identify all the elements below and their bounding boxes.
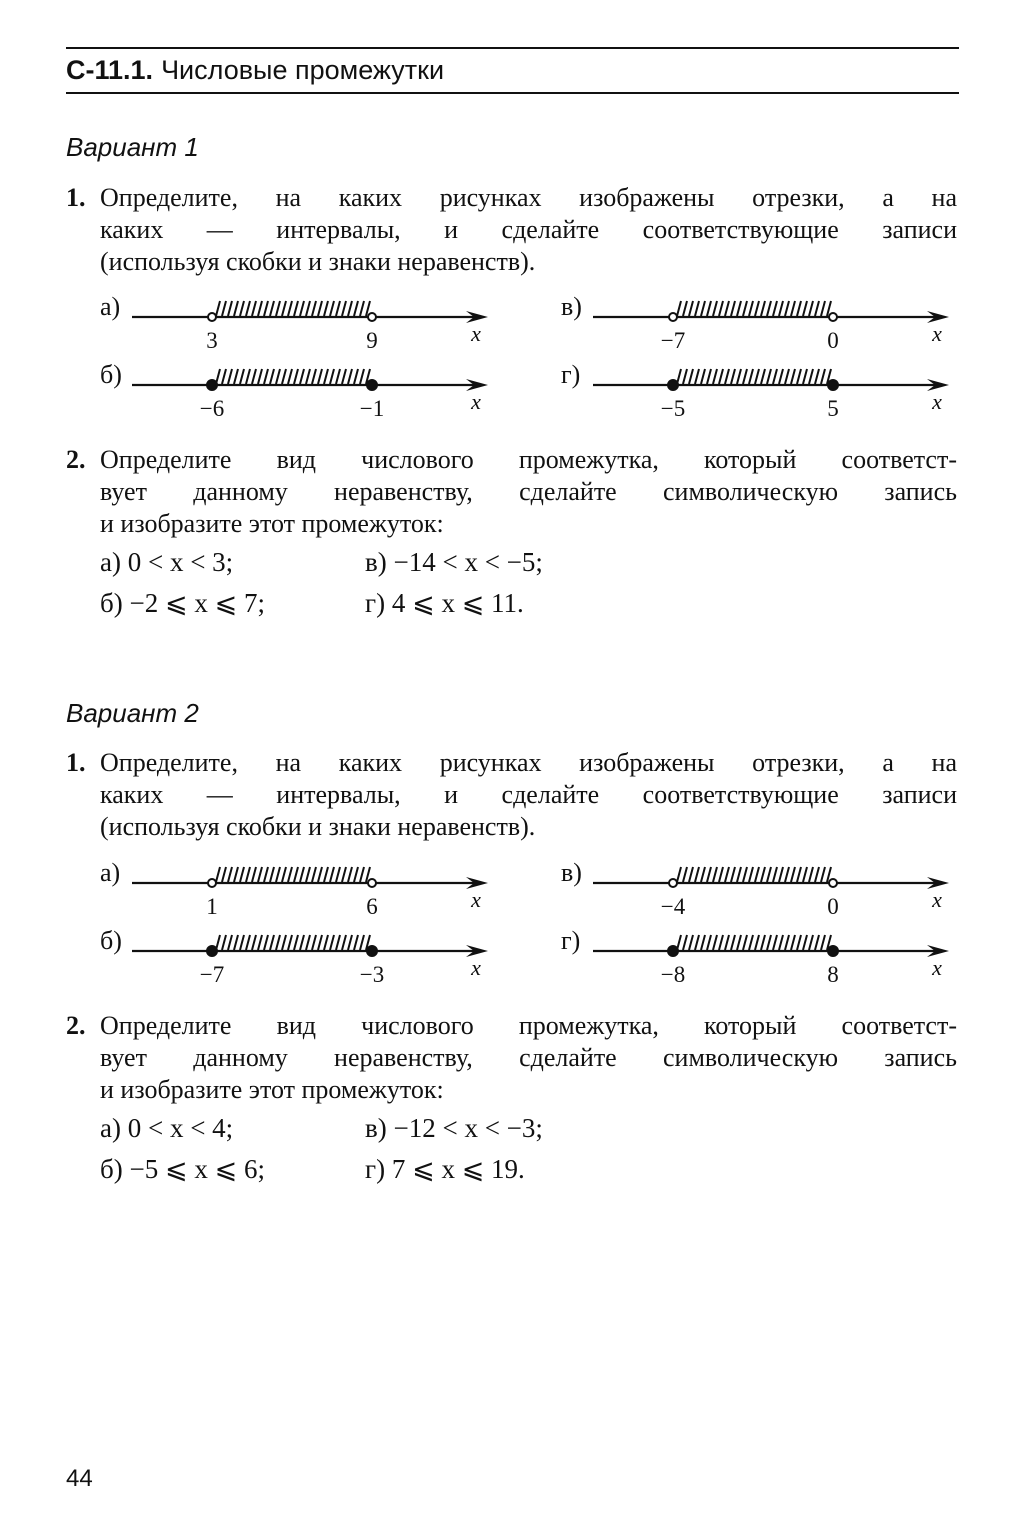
page-header [66, 50, 444, 90]
hatch-stroke [264, 867, 268, 882]
hatch-stroke [767, 867, 771, 882]
axis-variable: x [932, 389, 942, 414]
hatch-stroke [755, 301, 759, 316]
hatch-stroke [282, 301, 286, 316]
closed-endpoint [668, 946, 678, 956]
hatch-stroke [779, 935, 783, 950]
open-endpoint [368, 313, 376, 321]
hatch-stroke [246, 369, 250, 384]
hatch-stroke [276, 301, 280, 316]
hatch-stroke [761, 935, 765, 950]
hatch-stroke [270, 867, 274, 882]
hatch-stroke [318, 867, 322, 882]
hatch-stroke [725, 301, 729, 316]
hatch-stroke [240, 369, 244, 384]
task-text-line: (используя скобки и знаки неравенств). [100, 812, 536, 841]
hatch-stroke [707, 867, 711, 882]
hatch-stroke [276, 369, 280, 384]
header-rule-bottom [66, 92, 959, 94]
hatch-stroke [707, 935, 711, 950]
hatch-stroke [264, 935, 268, 950]
interval-hatching [677, 301, 831, 316]
hatch-stroke [324, 301, 328, 316]
hatch-stroke [324, 369, 328, 384]
hatch-stroke [288, 369, 292, 384]
hatch-stroke [743, 935, 747, 950]
hatch-stroke [785, 301, 789, 316]
hatch-stroke [803, 369, 807, 384]
hatch-stroke [731, 867, 735, 882]
hatch-stroke [294, 867, 298, 882]
hatch-stroke [306, 935, 310, 950]
variant-1-task-2 [66, 444, 959, 540]
hatch-stroke [791, 867, 795, 882]
hatch-stroke [288, 867, 292, 882]
endpoint-value: 5 [827, 396, 839, 421]
hatch-stroke [342, 935, 346, 950]
hatch-stroke [228, 867, 232, 882]
inequality-item: г) 7 ⩽ x ⩽ 19. [365, 1154, 525, 1184]
hatch-stroke [240, 867, 244, 882]
hatch-stroke [797, 301, 801, 316]
inequality-item: в) −14 < x < −5; [365, 547, 543, 577]
hatch-stroke [282, 935, 286, 950]
number-line-svg [593, 924, 953, 1004]
hatch-stroke [761, 867, 765, 882]
axis-variable: x [932, 955, 942, 980]
hatch-stroke [264, 301, 268, 316]
endpoint-value: −7 [199, 962, 225, 987]
interval-hatching [677, 935, 831, 950]
hatch-stroke [294, 301, 298, 316]
endpoint-value: 1 [206, 894, 218, 919]
variant-2-task-1 [66, 747, 959, 843]
page-number: 44 [66, 1465, 93, 1492]
axis-variable: x [471, 321, 481, 346]
open-endpoint [829, 313, 837, 321]
hatch-stroke [767, 935, 771, 950]
hatch-stroke [713, 369, 717, 384]
hatch-stroke [318, 935, 322, 950]
hatch-stroke [252, 369, 256, 384]
hatch-stroke [695, 369, 699, 384]
hatch-stroke [719, 369, 723, 384]
task-number: 1. [66, 183, 86, 212]
hatch-stroke [821, 935, 825, 950]
inequality-item: в) −12 < x < −3; [365, 1113, 543, 1143]
hatch-stroke [324, 867, 328, 882]
variant-2-task-2-items [100, 1113, 700, 1193]
interval-hatching [216, 935, 370, 950]
section-title: Числовые промежутки [161, 55, 445, 85]
number-line-label: г) [561, 926, 581, 955]
hatch-stroke [779, 369, 783, 384]
hatch-stroke [354, 369, 358, 384]
inequality-item: б) −5 ⩽ x ⩽ 6; [100, 1154, 265, 1184]
hatch-stroke [246, 935, 250, 950]
endpoint-value: 9 [366, 328, 378, 353]
hatch-stroke [330, 935, 334, 950]
open-endpoint [829, 879, 837, 887]
hatch-stroke [330, 867, 334, 882]
interval-hatching [677, 369, 831, 384]
interval-hatching [216, 867, 370, 882]
hatch-stroke [294, 369, 298, 384]
hatch-stroke [264, 369, 268, 384]
hatch-stroke [749, 935, 753, 950]
task-text-line: вует данному неравенству, сделайте символическую запись [100, 1043, 957, 1072]
closed-endpoint [828, 946, 838, 956]
hatch-stroke [689, 369, 693, 384]
hatch-stroke [342, 369, 346, 384]
hatch-stroke [731, 935, 735, 950]
hatch-stroke [755, 935, 759, 950]
hatch-stroke [707, 369, 711, 384]
endpoint-value: −7 [660, 328, 686, 353]
hatch-stroke [300, 935, 304, 950]
number-line-label: б) [100, 926, 122, 955]
hatch-stroke [749, 301, 753, 316]
hatch-stroke [737, 867, 741, 882]
hatch-stroke [276, 867, 280, 882]
hatch-stroke [312, 301, 316, 316]
variant-2-title: Вариант 2 [66, 698, 199, 728]
hatch-stroke [354, 935, 358, 950]
hatch-stroke [803, 301, 807, 316]
endpoint-value: −4 [660, 894, 686, 919]
hatch-stroke [797, 369, 801, 384]
endpoint-value: −1 [359, 396, 385, 421]
task-text-line: вует данному неравенству, сделайте символическую запись [100, 477, 957, 506]
variant-2-task-2 [66, 1010, 959, 1106]
axis-variable: x [932, 321, 942, 346]
hatch-stroke [791, 301, 795, 316]
hatch-stroke [228, 935, 232, 950]
hatch-stroke [240, 301, 244, 316]
hatch-stroke [683, 867, 687, 882]
endpoint-value: −3 [359, 962, 385, 987]
hatch-stroke [306, 301, 310, 316]
open-endpoint [669, 879, 677, 887]
hatch-stroke [354, 867, 358, 882]
number-line-label: а) [100, 292, 121, 321]
endpoint-value: 6 [366, 894, 378, 919]
hatch-stroke [725, 935, 729, 950]
hatch-stroke [336, 301, 340, 316]
hatch-stroke [797, 935, 801, 950]
hatch-stroke [270, 935, 274, 950]
hatch-stroke [695, 301, 699, 316]
number-line-label: б) [100, 360, 122, 389]
hatch-stroke [336, 867, 340, 882]
hatch-stroke [234, 867, 238, 882]
open-endpoint [208, 313, 216, 321]
hatch-stroke [701, 301, 705, 316]
hatch-stroke [294, 935, 298, 950]
inequality-item: б) −2 ⩽ x ⩽ 7; [100, 588, 265, 618]
hatch-stroke [707, 301, 711, 316]
hatch-stroke [713, 935, 717, 950]
hatch-stroke [312, 867, 316, 882]
hatch-stroke [300, 369, 304, 384]
inequality-item: а) 0 < x < 4; [100, 1113, 234, 1143]
hatch-stroke [809, 935, 813, 950]
hatch-stroke [258, 935, 262, 950]
hatch-stroke [773, 369, 777, 384]
hatch-stroke [779, 301, 783, 316]
hatch-stroke [695, 935, 699, 950]
task-text-line: Определите вид числового промежутка, который соответст- [100, 1011, 957, 1040]
hatch-stroke [755, 369, 759, 384]
hatch-stroke [731, 301, 735, 316]
task-text-line: каких — интервалы, и сделайте соответствующие записи [100, 215, 957, 244]
endpoint-value: 3 [206, 328, 218, 353]
interval-hatching [216, 301, 370, 316]
hatch-stroke [815, 867, 819, 882]
hatch-stroke [749, 867, 753, 882]
hatch-stroke [695, 867, 699, 882]
variant-1-task-2-items [100, 547, 700, 627]
hatch-stroke [282, 369, 286, 384]
section-code: С-11.1. [66, 55, 154, 85]
interval-hatching [216, 369, 370, 384]
hatch-stroke [719, 301, 723, 316]
hatch-stroke [258, 301, 262, 316]
number-line-svg [132, 924, 492, 1004]
hatch-stroke [222, 301, 226, 316]
hatch-stroke [216, 301, 220, 316]
hatch-stroke [246, 301, 250, 316]
hatch-stroke [737, 369, 741, 384]
hatch-stroke [342, 867, 346, 882]
hatch-stroke [701, 935, 705, 950]
hatch-stroke [743, 369, 747, 384]
header-rule-top [66, 47, 959, 49]
hatch-stroke [791, 369, 795, 384]
hatch-stroke [713, 301, 717, 316]
hatch-stroke [276, 935, 280, 950]
hatch-stroke [737, 301, 741, 316]
hatch-stroke [803, 935, 807, 950]
hatch-stroke [252, 867, 256, 882]
hatch-stroke [360, 867, 364, 882]
hatch-stroke [743, 867, 747, 882]
hatch-stroke [809, 369, 813, 384]
hatch-stroke [348, 301, 352, 316]
hatch-stroke [755, 867, 759, 882]
hatch-stroke [222, 369, 226, 384]
endpoint-value: −8 [660, 962, 686, 987]
closed-endpoint [367, 946, 377, 956]
hatch-stroke [354, 301, 358, 316]
hatch-stroke [821, 301, 825, 316]
hatch-stroke [719, 935, 723, 950]
task-text-line: Определите вид числового промежутка, который соответст- [100, 445, 957, 474]
hatch-stroke [725, 867, 729, 882]
task-text-line: и изобразите этот промежуток: [100, 1075, 444, 1104]
hatch-stroke [689, 935, 693, 950]
hatch-stroke [270, 369, 274, 384]
hatch-stroke [222, 935, 226, 950]
hatch-stroke [234, 935, 238, 950]
hatch-stroke [348, 867, 352, 882]
hatch-stroke [683, 369, 687, 384]
hatch-stroke [701, 369, 705, 384]
hatch-stroke [234, 301, 238, 316]
endpoint-value: −5 [660, 396, 686, 421]
number-line-label: а) [100, 858, 121, 887]
hatch-stroke [719, 867, 723, 882]
axis-variable: x [471, 955, 481, 980]
task-text-line: каких — интервалы, и сделайте соответствующие записи [100, 780, 957, 809]
hatch-stroke [791, 935, 795, 950]
hatch-stroke [318, 301, 322, 316]
hatch-stroke [743, 301, 747, 316]
hatch-stroke [300, 867, 304, 882]
closed-endpoint [207, 380, 217, 390]
hatch-stroke [779, 867, 783, 882]
hatch-stroke [773, 867, 777, 882]
hatch-stroke [222, 867, 226, 882]
closed-endpoint [668, 380, 678, 390]
hatch-stroke [234, 369, 238, 384]
hatch-stroke [312, 369, 316, 384]
task-number: 2. [66, 1011, 86, 1040]
hatch-stroke [797, 867, 801, 882]
hatch-stroke [677, 301, 681, 316]
hatch-stroke [252, 935, 256, 950]
hatch-stroke [761, 301, 765, 316]
task-text-line: Определите, на каких рисунках изображены отрезки, а на [100, 183, 957, 212]
hatch-stroke [785, 867, 789, 882]
hatch-stroke [683, 935, 687, 950]
number-line-label: г) [561, 360, 581, 389]
hatch-stroke [785, 935, 789, 950]
hatch-stroke [288, 935, 292, 950]
axis-variable: x [471, 389, 481, 414]
hatch-stroke [246, 867, 250, 882]
hatch-stroke [348, 369, 352, 384]
hatch-stroke [228, 301, 232, 316]
hatch-stroke [336, 369, 340, 384]
hatch-stroke [683, 301, 687, 316]
task-text-line: Определите, на каких рисунках изображены отрезки, а на [100, 748, 957, 777]
hatch-stroke [300, 301, 304, 316]
hatch-stroke [270, 301, 274, 316]
hatch-stroke [713, 867, 717, 882]
variant-1-title: Вариант 1 [66, 132, 199, 162]
hatch-stroke [348, 935, 352, 950]
hatch-stroke [815, 369, 819, 384]
closed-endpoint [207, 946, 217, 956]
hatch-stroke [240, 935, 244, 950]
variant-1-task-1 [66, 182, 959, 278]
inequality-item: г) 4 ⩽ x ⩽ 11. [365, 588, 524, 618]
hatch-stroke [821, 369, 825, 384]
hatch-stroke [360, 301, 364, 316]
number-line-svg [132, 358, 492, 438]
hatch-stroke [767, 369, 771, 384]
hatch-stroke [258, 867, 262, 882]
axis-variable: x [471, 887, 481, 912]
hatch-stroke [731, 369, 735, 384]
endpoint-value: 0 [827, 328, 839, 353]
inequality-item: а) 0 < x < 3; [100, 547, 234, 577]
number-line-label: в) [561, 858, 582, 887]
hatch-stroke [773, 935, 777, 950]
hatch-stroke [821, 867, 825, 882]
hatch-stroke [767, 301, 771, 316]
hatch-stroke [749, 369, 753, 384]
hatch-stroke [324, 935, 328, 950]
hatch-stroke [689, 301, 693, 316]
open-endpoint [669, 313, 677, 321]
hatch-stroke [336, 935, 340, 950]
hatch-stroke [725, 369, 729, 384]
interval-hatching [677, 867, 831, 882]
hatch-stroke [288, 301, 292, 316]
hatch-stroke [228, 369, 232, 384]
hatch-stroke [809, 867, 813, 882]
hatch-stroke [761, 369, 765, 384]
open-endpoint [208, 879, 216, 887]
endpoint-value: 0 [827, 894, 839, 919]
task-text-line: (используя скобки и знаки неравенств). [100, 247, 536, 276]
task-text-line: и изобразите этот промежуток: [100, 509, 444, 538]
hatch-stroke [360, 369, 364, 384]
task-number: 2. [66, 445, 86, 474]
hatch-stroke [785, 369, 789, 384]
hatch-stroke [330, 369, 334, 384]
number-line-svg [593, 358, 953, 438]
closed-endpoint [828, 380, 838, 390]
hatch-stroke [342, 301, 346, 316]
hatch-stroke [282, 867, 286, 882]
hatch-stroke [360, 935, 364, 950]
hatch-stroke [773, 301, 777, 316]
hatch-stroke [258, 369, 262, 384]
number-line-label: в) [561, 292, 582, 321]
endpoint-value: −6 [199, 396, 225, 421]
hatch-stroke [312, 935, 316, 950]
axis-variable: x [932, 887, 942, 912]
task-number: 1. [66, 748, 86, 777]
hatch-stroke [737, 935, 741, 950]
endpoint-value: 8 [827, 962, 839, 987]
hatch-stroke [701, 867, 705, 882]
hatch-stroke [252, 301, 256, 316]
hatch-stroke [330, 301, 334, 316]
hatch-stroke [306, 369, 310, 384]
hatch-stroke [318, 369, 322, 384]
hatch-stroke [809, 301, 813, 316]
hatch-stroke [815, 301, 819, 316]
hatch-stroke [815, 935, 819, 950]
hatch-stroke [689, 867, 693, 882]
closed-endpoint [367, 380, 377, 390]
hatch-stroke [677, 867, 681, 882]
hatch-stroke [803, 867, 807, 882]
hatch-stroke [216, 867, 220, 882]
open-endpoint [368, 879, 376, 887]
hatch-stroke [306, 867, 310, 882]
